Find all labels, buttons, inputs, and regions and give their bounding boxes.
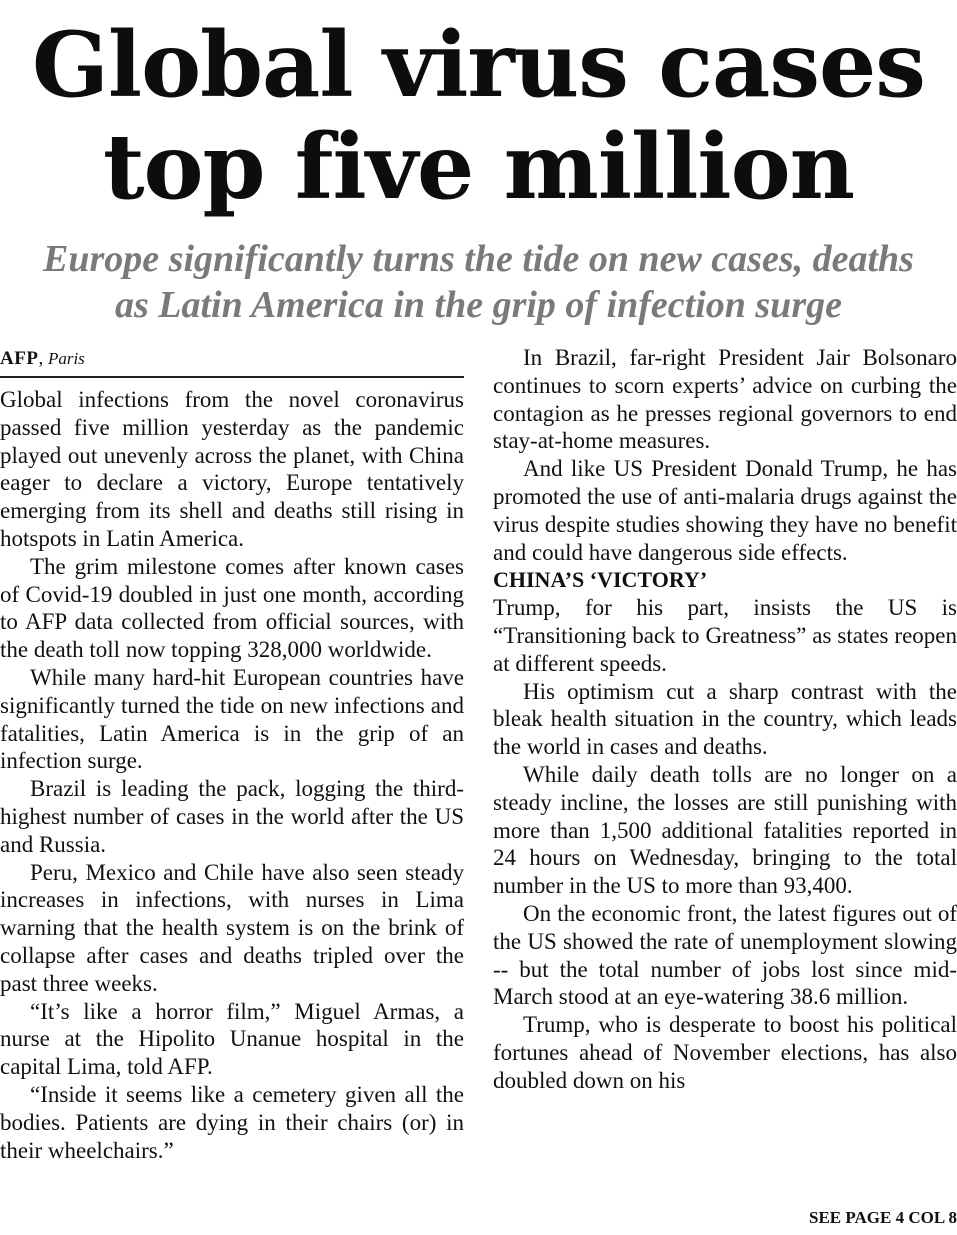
subheadline-line-1: Europe significantly turns the tide on new cases, deaths: [43, 238, 914, 280]
article-paragraph: While many hard-hit European countries have significantly turned the tide on new infections and fatalities, Latin America is in the grip of an infection surge.: [0, 664, 464, 774]
article-paragraph: “Inside it seems like a cemetery given all the bodies. Patients are dying in their chairs (or) in their wheelchairs.”: [0, 1081, 464, 1163]
headline-line-2: top five million: [102, 114, 855, 220]
article-paragraph: Peru, Mexico and Chile have also seen steady increases in infections, with nurses in Lima warning that the health system is on the brink of collapse after cases and deaths tripled over the past three weeks.: [0, 859, 464, 996]
article-paragraph: On the economic front, the latest figures out of the US showed the rate of unemployment slowing -- but the total number of jobs lost since mid-March stood at an eye-watering 38.6 million.: [493, 900, 957, 1010]
article-column-left: [0, 344, 464, 1164]
article-column-right: [493, 344, 957, 1095]
article-paragraph: While daily death tolls are no longer on a steady incline, the losses are still punishing with more than 1,500 additional fatalities reported in 24 hours on Wednesday, bringing to the total number in the US to more than 93,400.: [493, 761, 957, 899]
article-paragraph: Trump, for his part, insists the US is “Transitioning back to Greatness” as states reopen at different speeds.: [493, 595, 957, 676]
article-paragraph: Global infections from the novel coronavirus passed five million yesterday as the pandemic played out unevenly across the planet, with China eager to declare a victory, Europe tentatively emerging from its shell and deaths still rising in hotspots in Latin America.: [0, 387, 464, 551]
byline-location: Paris: [47, 349, 85, 368]
article-paragraph: Trump, who is desperate to boost his political fortunes ahead of November elections, has also doubled down on his: [493, 1012, 957, 1093]
article-paragraph: The grim milestone comes after known cases of Covid-19 doubled in just one month, according to AFP data collected from official sources, with the death toll now topping 328,000 worldwide.: [0, 553, 464, 663]
byline-agency: AFP: [0, 348, 39, 369]
subheadline-line-2: as Latin America in the grip of infection surge: [115, 284, 842, 326]
continued-on-page-link: SEE PAGE 4 COL 8: [809, 1208, 957, 1227]
article-paragraph: “It’s like a horror film,” Miguel Armas, a nurse at the Hipolito Unanue hospital in the capital Lima, told AFP.: [0, 998, 464, 1080]
article-paragraph: In Brazil, far-right President Jair Bolsonaro continues to scorn experts’ advice on curbing the contagion as he presses regional governors to end stay-at-home measures.: [493, 345, 957, 454]
article-paragraph: And like US President Donald Trump, he has promoted the use of anti-malaria drugs against the virus despite studies showing they have no benefit and could have dangerous side effects.: [493, 456, 957, 565]
headline: [0, 14, 957, 218]
subheadline: [0, 236, 957, 328]
article-paragraph: His optimism cut a sharp contrast with the bleak health situation in the country, which leads the world in cases and deaths.: [493, 678, 957, 760]
article-paragraph: Brazil is leading the pack, logging the third-highest number of cases in the world after the US and Russia.: [0, 776, 464, 857]
byline-separator: ,: [38, 348, 48, 369]
byline: [0, 344, 464, 378]
headline-line-1: Global virus cases: [32, 12, 925, 118]
crosshead: CHINA’S ‘VICTORY’: [493, 567, 708, 593]
